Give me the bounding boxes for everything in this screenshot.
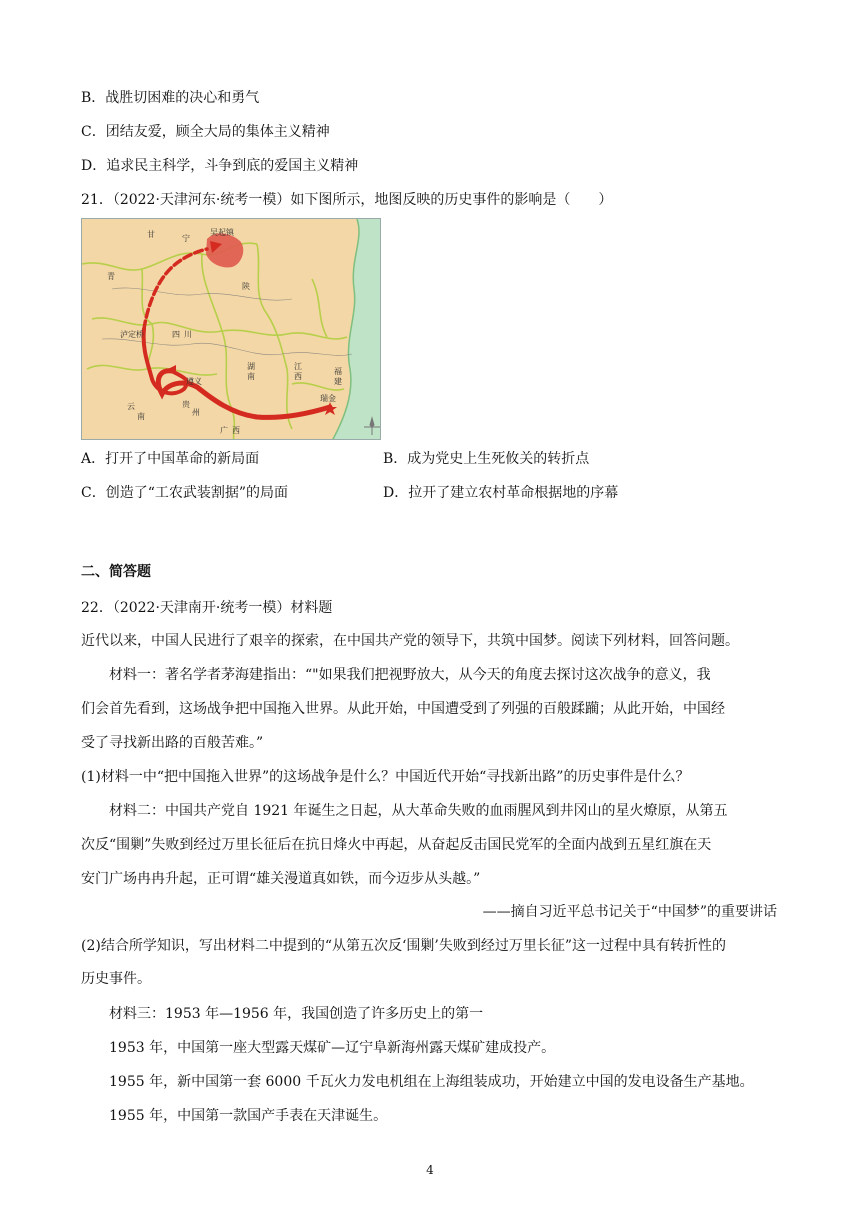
material-1-line-2: 们会首先看到，这场战争把中国拖入世界。从此开始，中国遭受到了列强的百般蹂躏；从此开始，中国经 — [81, 701, 725, 717]
section-heading: 二、简答题 — [81, 564, 151, 580]
q21-stem: 21．（2022·天津河东·统考一模）如下图所示，地图反映的历史事件的影响是（ ） — [81, 192, 613, 208]
material-3-line-2: 1953 年，中国第一座大型露天煤矿—辽宁阜新海州露天煤矿建成投产。 — [109, 1040, 556, 1056]
province-nan: 南 — [247, 372, 255, 381]
material-2-line-2: 次反“围剿”失败到经过万里长征后在抗日烽火中再起，从奋起反击国民党军的全面内战到五星红旗在天 — [81, 837, 712, 853]
province-yun: 云 — [127, 402, 135, 411]
label-start: 瑞金 — [320, 394, 336, 403]
label-zunyi: 遵义 — [186, 377, 202, 386]
province-shaan: 陕 — [242, 282, 250, 291]
sub-question-2-line-1: (2)结合所学知识，写出材料二中提到的“从第五次反‘围剿’失败到经过万里长征”这一过程中具有转折性的 — [81, 938, 727, 954]
province-jiang: 江 — [294, 362, 302, 371]
material-1-line-1: 材料一：著名学者茅海建指出：“"如果我们把视野放大，从今天的角度去探讨这次战争的意义，我 — [109, 667, 711, 683]
province-xi2: 西 — [232, 426, 240, 435]
province-chuan: 川 — [184, 330, 192, 339]
material-3-line-3: 1955 年，新中国第一套 6000 千瓦火力发电机组在上海组装成功，开始建立中国的发电设备生产基地。 — [109, 1074, 754, 1090]
label-end: 吴起镇 — [210, 228, 234, 237]
sub-question-1: (1)材料一中“把中国拖入世界”的这场战争是什么？中国近代开始“寻找新出路”的历史事件是什么？ — [81, 769, 690, 785]
province-jian: 建 — [334, 377, 342, 386]
q20-option-b: B．战胜切困难的决心和勇气 — [81, 90, 260, 106]
province-fu: 福 — [334, 367, 342, 376]
q21-option-d: D．拉开了建立农村革命根据地的序幕 — [383, 485, 619, 501]
material-2-source: ——摘自习近平总书记关于“中国梦”的重要讲话 — [482, 904, 777, 920]
material-2-line-1: 材料二：中国共产党自 1921 年诞生之日起，从大革命失败的血雨腥风到井冈山的星火燎原，从第五 — [109, 803, 728, 819]
province-gui: 贵 — [182, 400, 190, 409]
q20-option-d: D．追求民主科学，斗争到底的爱国主义精神 — [81, 158, 359, 174]
q21-option-c: C．创造了“工农武装割据”的局面 — [81, 485, 289, 501]
material-1-line-3: 受了寻找新出路的百般苦难。” — [81, 735, 264, 751]
map-graphic — [82, 219, 381, 440]
material-3-line-1: 材料三：1953 年—1956 年，我国创造了许多历史上的第一 — [109, 1006, 484, 1022]
sub-question-2-line-2: 历史事件。 — [81, 971, 151, 987]
province-guang: 广 — [220, 426, 228, 435]
province-gan: 甘 — [147, 230, 155, 239]
long-march-map — [81, 218, 381, 440]
material-3-line-4: 1955 年，中国第一款国产手表在天津诞生。 — [109, 1108, 388, 1124]
page-number: 4 — [426, 1163, 434, 1177]
province-si: 四 — [172, 330, 180, 339]
province-xi: 西 — [294, 372, 302, 381]
q21-option-b: B．成为党史上生死攸关的转折点 — [383, 451, 590, 467]
province-qing: 青 — [107, 272, 115, 281]
province-ning: 宁 — [182, 234, 190, 243]
province-zhou: 州 — [192, 408, 200, 417]
province-nan2: 南 — [137, 412, 145, 421]
q22-stem: 22．（2022·天津南开·统考一模）材料题 — [81, 600, 333, 616]
label-luding: 泸定桥 — [120, 330, 144, 339]
q22-intro: 近代以来，中国人民进行了艰辛的探索，在中国共产党的领导下，共筑中国梦。阅读下列材料，回答问题。 — [81, 633, 739, 649]
q20-option-c: C．团结友爱，顾全大局的集体主义精神 — [81, 124, 330, 140]
material-2-line-3: 安门广场冉冉升起，正可谓“雄关漫道真如铁，而今迈步从头越。” — [81, 871, 481, 887]
q21-option-a: A．打开了中国革命的新局面 — [81, 451, 260, 467]
province-hu: 湖 — [247, 362, 255, 371]
